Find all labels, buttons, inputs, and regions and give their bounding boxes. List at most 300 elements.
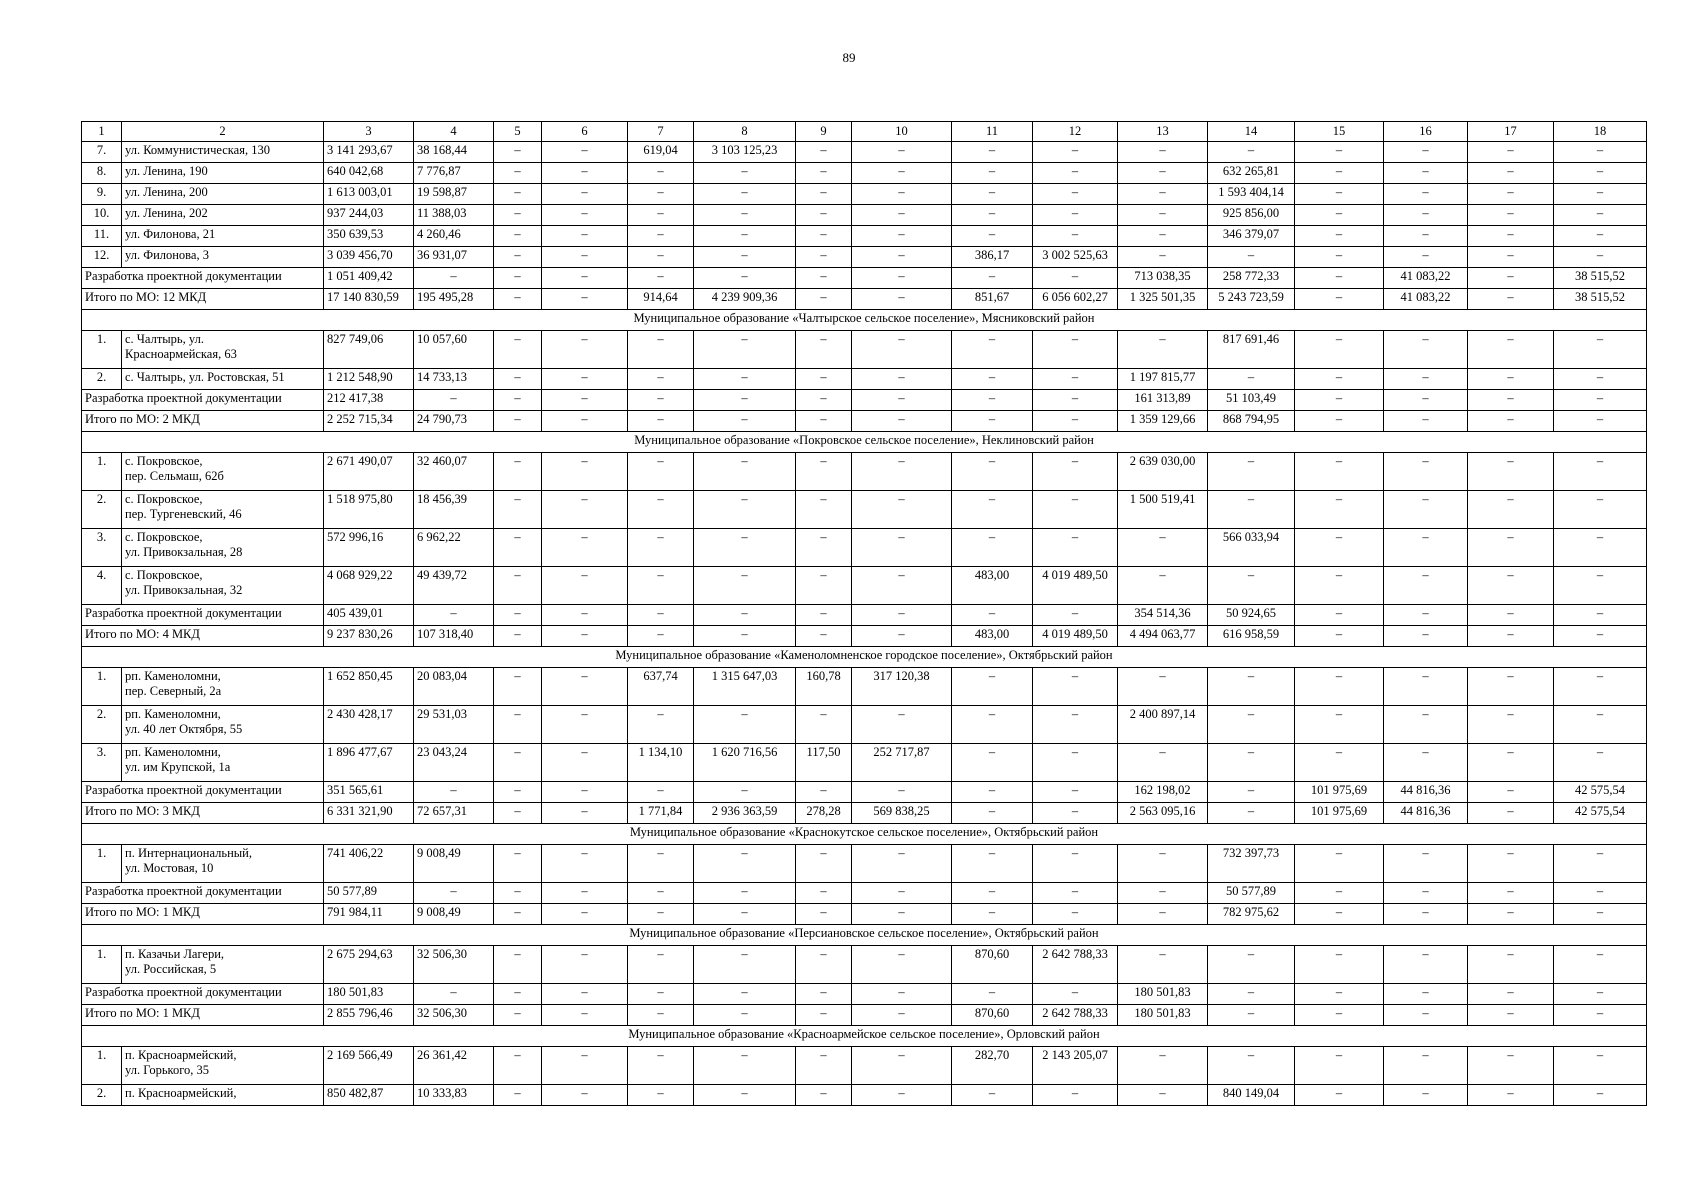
value-cell: 195 495,28	[414, 289, 494, 310]
value-cell: –	[852, 845, 952, 883]
value-cell: –	[1118, 845, 1208, 883]
value-cell: 9 237 830,26	[324, 626, 414, 647]
row-number: 9.	[82, 184, 122, 205]
table-row	[82, 205, 1647, 226]
value-cell: –	[796, 247, 852, 268]
value-cell: –	[628, 247, 694, 268]
value-cell: 4 019 489,50	[1033, 567, 1118, 605]
summary-label: Разработка проектной документации	[82, 268, 324, 289]
header-cell: 12	[1033, 122, 1118, 142]
summary-label: Итого по МО: 4 МКД	[82, 626, 324, 647]
value-cell: –	[1208, 567, 1295, 605]
header-cell: 1	[82, 122, 122, 142]
value-cell: –	[628, 904, 694, 925]
value-cell: –	[852, 491, 952, 529]
value-cell: –	[952, 331, 1033, 369]
value-cell: –	[1118, 163, 1208, 184]
value-cell: –	[494, 1085, 542, 1106]
value-cell: 850 482,87	[324, 1085, 414, 1106]
value-cell: –	[628, 782, 694, 803]
value-cell: 1 652 850,45	[324, 668, 414, 706]
value-cell: 9 008,49	[414, 904, 494, 925]
value-cell: –	[852, 626, 952, 647]
value-cell: 2 143 205,07	[1033, 1047, 1118, 1085]
row-number: 1.	[82, 845, 122, 883]
value-cell: –	[1295, 845, 1384, 883]
summary-row	[82, 411, 1647, 432]
value-cell: 26 361,42	[414, 1047, 494, 1085]
value-cell: –	[796, 163, 852, 184]
value-cell: –	[1554, 453, 1647, 491]
value-cell: –	[1554, 946, 1647, 984]
value-cell: –	[1468, 289, 1554, 310]
value-cell: –	[1118, 1047, 1208, 1085]
value-cell: –	[1208, 1047, 1295, 1085]
value-cell: –	[796, 883, 852, 904]
value-cell: –	[542, 782, 628, 803]
value-cell: –	[494, 411, 542, 432]
address-cell: ул. Ленина, 200	[122, 184, 324, 205]
address-cell: с. Покровское, ул. Привокзальная, 28	[122, 529, 324, 567]
value-cell: –	[1554, 605, 1647, 626]
value-cell: –	[1033, 184, 1118, 205]
value-cell: –	[852, 1005, 952, 1026]
value-cell: –	[852, 706, 952, 744]
value-cell: 17 140 830,59	[324, 289, 414, 310]
value-cell: –	[694, 491, 796, 529]
value-cell: –	[1384, 491, 1468, 529]
value-cell: 2 563 095,16	[1118, 803, 1208, 824]
value-cell: 50 577,89	[324, 883, 414, 904]
value-cell: –	[1295, 142, 1384, 163]
value-cell: 161 313,89	[1118, 390, 1208, 411]
value-cell: –	[414, 390, 494, 411]
value-cell: –	[852, 390, 952, 411]
value-cell: –	[1208, 453, 1295, 491]
value-cell: –	[1295, 1005, 1384, 1026]
section-title: Муниципальное образование «Персиановское сельское поселение», Октябрьский район	[82, 925, 1647, 946]
row-number: 11.	[82, 226, 122, 247]
value-cell: 870,60	[952, 946, 1033, 984]
address-cell: рп. Каменоломни, пер. Северный, 2а	[122, 668, 324, 706]
value-cell: –	[1554, 706, 1647, 744]
value-cell: –	[1384, 567, 1468, 605]
value-cell: –	[1468, 247, 1554, 268]
summary-label: Итого по МО: 1 МКД	[82, 1005, 324, 1026]
table-row	[82, 529, 1647, 567]
value-cell: 20 083,04	[414, 668, 494, 706]
value-cell: –	[1468, 605, 1554, 626]
value-cell: –	[796, 142, 852, 163]
summary-row	[82, 268, 1647, 289]
address-cell: с. Чалтырь, ул. Ростовская, 51	[122, 369, 324, 390]
summary-label: Итого по МО: 1 МКД	[82, 904, 324, 925]
value-cell: –	[1468, 1085, 1554, 1106]
value-cell: –	[952, 205, 1033, 226]
value-cell: 937 244,03	[324, 205, 414, 226]
value-cell: 180 501,83	[324, 984, 414, 1005]
value-cell: –	[1468, 163, 1554, 184]
value-cell: –	[1208, 491, 1295, 529]
value-cell: –	[852, 331, 952, 369]
value-cell: 19 598,87	[414, 184, 494, 205]
value-cell: –	[1118, 1085, 1208, 1106]
value-cell: –	[796, 782, 852, 803]
row-number: 2.	[82, 369, 122, 390]
value-cell: 7 776,87	[414, 163, 494, 184]
value-cell: 24 790,73	[414, 411, 494, 432]
value-cell: –	[952, 845, 1033, 883]
value-cell: –	[628, 1085, 694, 1106]
value-cell: –	[1554, 984, 1647, 1005]
value-cell: –	[494, 626, 542, 647]
value-cell: –	[628, 626, 694, 647]
value-cell: 4 068 929,22	[324, 567, 414, 605]
address-cell: с. Покровское, пер. Тургеневский, 46	[122, 491, 324, 529]
value-cell: 4 019 489,50	[1033, 626, 1118, 647]
summary-row	[82, 626, 1647, 647]
value-cell: –	[542, 845, 628, 883]
value-cell: –	[494, 205, 542, 226]
summary-label: Итого по МО: 2 МКД	[82, 411, 324, 432]
value-cell: –	[494, 904, 542, 925]
value-cell: 5 243 723,59	[1208, 289, 1295, 310]
value-cell: 72 657,31	[414, 803, 494, 824]
value-cell: –	[1295, 744, 1384, 782]
row-number: 3.	[82, 744, 122, 782]
value-cell: –	[952, 226, 1033, 247]
value-cell: –	[1468, 706, 1554, 744]
header-cell: 13	[1118, 122, 1208, 142]
value-cell: –	[542, 142, 628, 163]
value-cell: –	[1295, 946, 1384, 984]
value-cell: –	[694, 205, 796, 226]
value-cell: 632 265,81	[1208, 163, 1295, 184]
value-cell: –	[1033, 984, 1118, 1005]
value-cell: 42 575,54	[1554, 782, 1647, 803]
value-cell: 160,78	[796, 668, 852, 706]
value-cell: –	[542, 883, 628, 904]
value-cell: 2 252 715,34	[324, 411, 414, 432]
value-cell: 32 460,07	[414, 453, 494, 491]
value-cell: 405 439,01	[324, 605, 414, 626]
value-cell: 354 514,36	[1118, 605, 1208, 626]
value-cell: –	[1468, 946, 1554, 984]
value-cell: –	[1118, 331, 1208, 369]
value-cell: –	[952, 390, 1033, 411]
value-cell: 925 856,00	[1208, 205, 1295, 226]
value-cell: –	[1295, 904, 1384, 925]
address-cell: рп. Каменоломни, ул. 40 лет Октября, 55	[122, 706, 324, 744]
value-cell: –	[1118, 205, 1208, 226]
value-cell: –	[494, 984, 542, 1005]
value-cell: –	[1118, 883, 1208, 904]
value-cell: –	[1208, 1005, 1295, 1026]
value-cell: –	[1033, 142, 1118, 163]
value-cell: –	[1118, 567, 1208, 605]
summary-label: Разработка проектной документации	[82, 390, 324, 411]
row-number: 10.	[82, 205, 122, 226]
value-cell: –	[796, 411, 852, 432]
value-cell: –	[952, 668, 1033, 706]
value-cell: –	[542, 331, 628, 369]
value-cell: –	[1208, 668, 1295, 706]
row-number: 2.	[82, 491, 122, 529]
value-cell: –	[628, 529, 694, 567]
value-cell: 2 430 428,17	[324, 706, 414, 744]
value-cell: –	[542, 268, 628, 289]
section-row	[82, 925, 1647, 946]
value-cell: –	[1468, 904, 1554, 925]
value-cell: –	[414, 268, 494, 289]
table-row	[82, 845, 1647, 883]
value-cell: –	[852, 205, 952, 226]
value-cell: –	[1295, 529, 1384, 567]
value-cell: –	[494, 529, 542, 567]
value-cell: –	[1384, 744, 1468, 782]
value-cell: –	[542, 289, 628, 310]
value-cell: –	[952, 1085, 1033, 1106]
value-cell: –	[1033, 331, 1118, 369]
address-cell: п. Казачьи Лагери, ул. Российская, 5	[122, 946, 324, 984]
value-cell: –	[494, 782, 542, 803]
value-cell: –	[628, 845, 694, 883]
value-cell: –	[1118, 142, 1208, 163]
value-cell: –	[1295, 706, 1384, 744]
value-cell: –	[694, 845, 796, 883]
value-cell: –	[1384, 883, 1468, 904]
value-cell: –	[1384, 226, 1468, 247]
value-cell: –	[694, 1085, 796, 1106]
value-cell: –	[1384, 605, 1468, 626]
value-cell: –	[694, 706, 796, 744]
value-cell: 212 417,38	[324, 390, 414, 411]
value-cell: –	[952, 411, 1033, 432]
value-cell: –	[1033, 163, 1118, 184]
value-cell: –	[542, 453, 628, 491]
value-cell: 51 103,49	[1208, 390, 1295, 411]
table-row	[82, 1047, 1647, 1085]
value-cell: –	[796, 626, 852, 647]
summary-label: Итого по МО: 12 МКД	[82, 289, 324, 310]
value-cell: –	[494, 605, 542, 626]
value-cell: –	[628, 1005, 694, 1026]
value-cell: 637,74	[628, 668, 694, 706]
value-cell: 572 996,16	[324, 529, 414, 567]
section-title: Муниципальное образование «Покровское сельское поселение», Неклиновский район	[82, 432, 1647, 453]
table-row	[82, 369, 1647, 390]
value-cell: 3 141 293,67	[324, 142, 414, 163]
value-cell: –	[852, 883, 952, 904]
value-cell: –	[542, 247, 628, 268]
value-cell: –	[542, 163, 628, 184]
value-cell: –	[1033, 845, 1118, 883]
value-cell: –	[1295, 247, 1384, 268]
value-cell: –	[796, 845, 852, 883]
value-cell: –	[1468, 567, 1554, 605]
value-cell: 741 406,22	[324, 845, 414, 883]
row-number: 1.	[82, 668, 122, 706]
value-cell: 1 518 975,80	[324, 491, 414, 529]
value-cell: –	[628, 226, 694, 247]
value-cell: 1 359 129,66	[1118, 411, 1208, 432]
value-cell: –	[414, 782, 494, 803]
summary-row	[82, 605, 1647, 626]
value-cell: –	[1384, 706, 1468, 744]
table-row	[82, 1085, 1647, 1106]
value-cell: –	[1295, 605, 1384, 626]
table-row	[82, 453, 1647, 491]
section-row	[82, 824, 1647, 845]
value-cell: 2 936 363,59	[694, 803, 796, 824]
value-cell: –	[1384, 142, 1468, 163]
value-cell: –	[1295, 205, 1384, 226]
value-cell: –	[628, 706, 694, 744]
value-cell: –	[852, 1085, 952, 1106]
value-cell: 117,50	[796, 744, 852, 782]
value-cell: –	[1468, 369, 1554, 390]
value-cell: 49 439,72	[414, 567, 494, 605]
value-cell: –	[1468, 1047, 1554, 1085]
section-row	[82, 647, 1647, 668]
value-cell: –	[1033, 205, 1118, 226]
value-cell: –	[852, 605, 952, 626]
value-cell: –	[1033, 605, 1118, 626]
row-number: 1.	[82, 1047, 122, 1085]
value-cell: –	[852, 529, 952, 567]
value-cell: 2 642 788,33	[1033, 946, 1118, 984]
value-cell: –	[852, 184, 952, 205]
value-cell: –	[542, 529, 628, 567]
value-cell: –	[628, 205, 694, 226]
value-cell: –	[542, 984, 628, 1005]
value-cell: –	[628, 491, 694, 529]
value-cell: –	[1033, 411, 1118, 432]
value-cell: –	[1468, 390, 1554, 411]
value-cell: 1 325 501,35	[1118, 289, 1208, 310]
value-cell: 180 501,83	[1118, 1005, 1208, 1026]
value-cell: –	[414, 984, 494, 1005]
value-cell: –	[494, 163, 542, 184]
value-cell: –	[796, 184, 852, 205]
value-cell: –	[1033, 803, 1118, 824]
value-cell: 1 896 477,67	[324, 744, 414, 782]
header-cell: 11	[952, 122, 1033, 142]
summary-row	[82, 782, 1647, 803]
header-cell: 10	[852, 122, 952, 142]
value-cell: –	[542, 205, 628, 226]
value-cell: –	[1295, 453, 1384, 491]
value-cell: –	[1384, 205, 1468, 226]
value-cell: –	[694, 984, 796, 1005]
value-cell: –	[1554, 567, 1647, 605]
value-cell: –	[1295, 491, 1384, 529]
value-cell: –	[796, 605, 852, 626]
value-cell: –	[1033, 491, 1118, 529]
value-cell: –	[1554, 626, 1647, 647]
value-cell: –	[1468, 331, 1554, 369]
value-cell: –	[694, 626, 796, 647]
value-cell: 4 260,46	[414, 226, 494, 247]
section-row	[82, 432, 1647, 453]
value-cell: 4 494 063,77	[1118, 626, 1208, 647]
value-cell: 840 149,04	[1208, 1085, 1295, 1106]
value-cell: –	[542, 668, 628, 706]
address-cell: ул. Коммунистическая, 130	[122, 142, 324, 163]
value-cell: –	[1468, 803, 1554, 824]
value-cell: –	[952, 184, 1033, 205]
section-title: Муниципальное образование «Красноармейское сельское поселение», Орловский район	[82, 1026, 1647, 1047]
value-cell: –	[1384, 453, 1468, 491]
value-cell: 11 388,03	[414, 205, 494, 226]
value-cell: –	[694, 453, 796, 491]
value-cell: –	[494, 1047, 542, 1085]
value-cell: 6 056 602,27	[1033, 289, 1118, 310]
value-cell: –	[494, 369, 542, 390]
value-cell: –	[694, 1005, 796, 1026]
address-cell: ул. Ленина, 202	[122, 205, 324, 226]
value-cell: –	[628, 411, 694, 432]
value-cell: –	[952, 142, 1033, 163]
value-cell: 317 120,38	[852, 668, 952, 706]
value-cell: –	[494, 883, 542, 904]
header-cell: 4	[414, 122, 494, 142]
value-cell: 3 002 525,63	[1033, 247, 1118, 268]
value-cell: –	[1118, 668, 1208, 706]
table-row	[82, 142, 1647, 163]
row-number: 1.	[82, 453, 122, 491]
value-cell: 732 397,73	[1208, 845, 1295, 883]
value-cell: –	[494, 453, 542, 491]
value-cell: –	[542, 626, 628, 647]
section-title: Муниципальное образование «Каменоломненское городское поселение», Октябрьский район	[82, 647, 1647, 668]
value-cell: –	[1468, 142, 1554, 163]
value-cell: –	[542, 226, 628, 247]
value-cell: –	[1468, 268, 1554, 289]
value-cell: –	[542, 706, 628, 744]
value-cell: –	[494, 226, 542, 247]
value-cell: 41 083,22	[1384, 289, 1468, 310]
value-cell: –	[628, 567, 694, 605]
summary-row	[82, 904, 1647, 925]
value-cell: 870,60	[952, 1005, 1033, 1026]
header-cell: 2	[122, 122, 324, 142]
value-cell: 107 318,40	[414, 626, 494, 647]
value-cell: –	[1033, 668, 1118, 706]
value-cell: –	[852, 1047, 952, 1085]
row-number: 12.	[82, 247, 122, 268]
value-cell: –	[1384, 184, 1468, 205]
value-cell: –	[796, 1085, 852, 1106]
value-cell: –	[542, 390, 628, 411]
header-cell: 15	[1295, 122, 1384, 142]
value-cell: 6 962,22	[414, 529, 494, 567]
header-cell: 18	[1554, 122, 1647, 142]
value-cell: –	[852, 369, 952, 390]
value-cell: –	[628, 984, 694, 1005]
table-row	[82, 331, 1647, 369]
value-cell: –	[1033, 904, 1118, 925]
value-cell: –	[1208, 946, 1295, 984]
value-cell: 10 057,60	[414, 331, 494, 369]
value-cell: –	[1554, 390, 1647, 411]
value-cell: 2 169 566,49	[324, 1047, 414, 1085]
value-cell: –	[952, 369, 1033, 390]
value-cell: –	[1384, 946, 1468, 984]
value-cell: –	[1208, 782, 1295, 803]
summary-row	[82, 803, 1647, 824]
value-cell: –	[1554, 883, 1647, 904]
